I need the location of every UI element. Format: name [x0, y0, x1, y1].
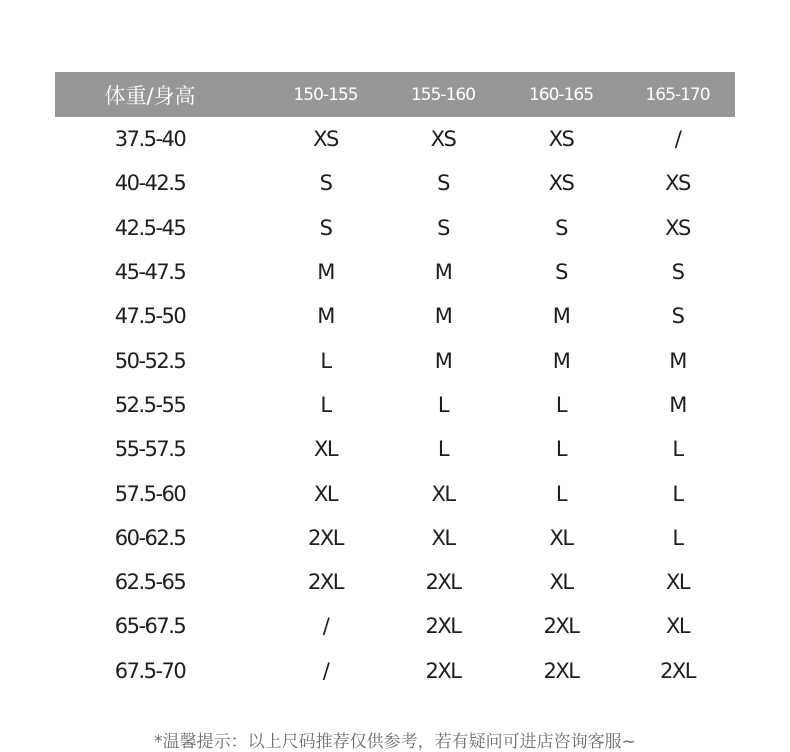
size-cell: S	[555, 215, 567, 240]
weight-range-cell: 67.5-70	[114, 658, 186, 683]
size-cell: L	[320, 348, 331, 373]
table-row	[55, 117, 735, 161]
size-cell: M	[669, 348, 686, 373]
weight-range-cell: 52.5-55	[114, 392, 186, 417]
size-cell: XL	[665, 614, 690, 639]
size-cell: 2XL	[425, 614, 461, 639]
size-cell: /	[322, 614, 329, 639]
weight-range-cell: 47.5-50	[114, 304, 186, 329]
weight-range-cell: 60-62.5	[114, 525, 186, 550]
size-cell: M	[317, 260, 334, 285]
size-cell: XL	[549, 570, 573, 595]
table-row	[55, 294, 735, 338]
table-row	[55, 383, 735, 427]
weight-range-cell: 62.5-65	[114, 570, 186, 595]
weight-range-cell: 37.5-40	[114, 127, 186, 152]
size-cell: XL	[313, 437, 338, 462]
weight-range-cell: 42.5-45	[114, 215, 186, 240]
weight-range-cell: 55-57.5	[114, 437, 186, 462]
size-cell: XS	[665, 171, 690, 196]
size-cell: XL	[431, 481, 455, 506]
size-cell: S	[671, 260, 684, 285]
size-cell: S	[319, 171, 332, 196]
size-cell: L	[672, 525, 683, 550]
header-row	[55, 72, 735, 117]
table-row	[55, 604, 735, 648]
size-cell: M	[552, 348, 570, 373]
table-row	[55, 161, 735, 205]
weight-range-cell: 57.5-60	[114, 481, 186, 506]
size-cell: L	[555, 437, 567, 462]
size-cell: M	[434, 348, 452, 373]
size-cell: L	[672, 481, 683, 506]
size-cell: 2XL	[543, 614, 579, 639]
size-cell: S	[437, 171, 449, 196]
table-row	[55, 338, 735, 382]
size-cell: 2XL	[308, 570, 343, 595]
weight-range-cell: 65-67.5	[114, 614, 186, 639]
weight-range-cell: 40-42.5	[114, 171, 186, 196]
height-header-155-160: 155-160	[410, 84, 476, 105]
weight-range-cell: 45-47.5	[114, 260, 186, 285]
size-cell: M	[552, 304, 570, 329]
size-recommendation-table	[55, 72, 735, 693]
table-row	[55, 649, 735, 693]
table-row	[55, 206, 735, 250]
height-header-150-155: 150-155	[293, 84, 358, 105]
size-cell: 2XL	[308, 525, 343, 550]
size-cell: XS	[665, 215, 690, 240]
size-cell: 2XL	[425, 658, 461, 683]
table-row	[55, 560, 735, 604]
table-body	[55, 117, 735, 693]
size-cell: M	[669, 392, 686, 417]
size-cell: M	[317, 304, 334, 329]
size-cell: 2XL	[425, 570, 461, 595]
size-cell: L	[672, 437, 683, 462]
size-cell: 2XL	[543, 658, 579, 683]
size-cell: S	[319, 215, 332, 240]
size-disclaimer-note: *温馨提示：以上尺码推荐仅供参考，若有疑问可进店咨询客服~	[154, 732, 636, 752]
height-header-160-165: 160-165	[528, 84, 594, 105]
size-cell: S	[671, 304, 684, 329]
size-cell: XL	[665, 570, 690, 595]
size-cell: L	[555, 392, 567, 417]
size-cell: XS	[548, 127, 574, 152]
size-cell: /	[322, 658, 329, 683]
size-cell: XS	[313, 127, 338, 152]
table-row	[55, 471, 735, 515]
size-cell: L	[437, 392, 449, 417]
size-cell: XL	[313, 481, 338, 506]
size-cell: L	[320, 392, 331, 417]
size-cell: S	[555, 260, 567, 285]
weight-range-cell: 50-52.5	[114, 348, 186, 373]
size-cell: XS	[548, 171, 574, 196]
table-row	[55, 427, 735, 471]
table-header	[55, 72, 735, 117]
size-cell: XL	[431, 525, 455, 550]
size-cell: 2XL	[660, 658, 695, 683]
size-cell: /	[674, 127, 681, 152]
size-cell: M	[434, 304, 452, 329]
size-cell: S	[437, 215, 449, 240]
table-row	[55, 250, 735, 294]
height-header-165-170: 165-170	[645, 84, 710, 105]
weight-height-corner-label: 体重/身高	[104, 83, 196, 108]
size-cell: XS	[430, 127, 456, 152]
table-row	[55, 516, 735, 560]
size-cell: XL	[549, 525, 573, 550]
size-cell: M	[434, 260, 452, 285]
size-cell: L	[437, 437, 449, 462]
size-cell: L	[555, 481, 567, 506]
